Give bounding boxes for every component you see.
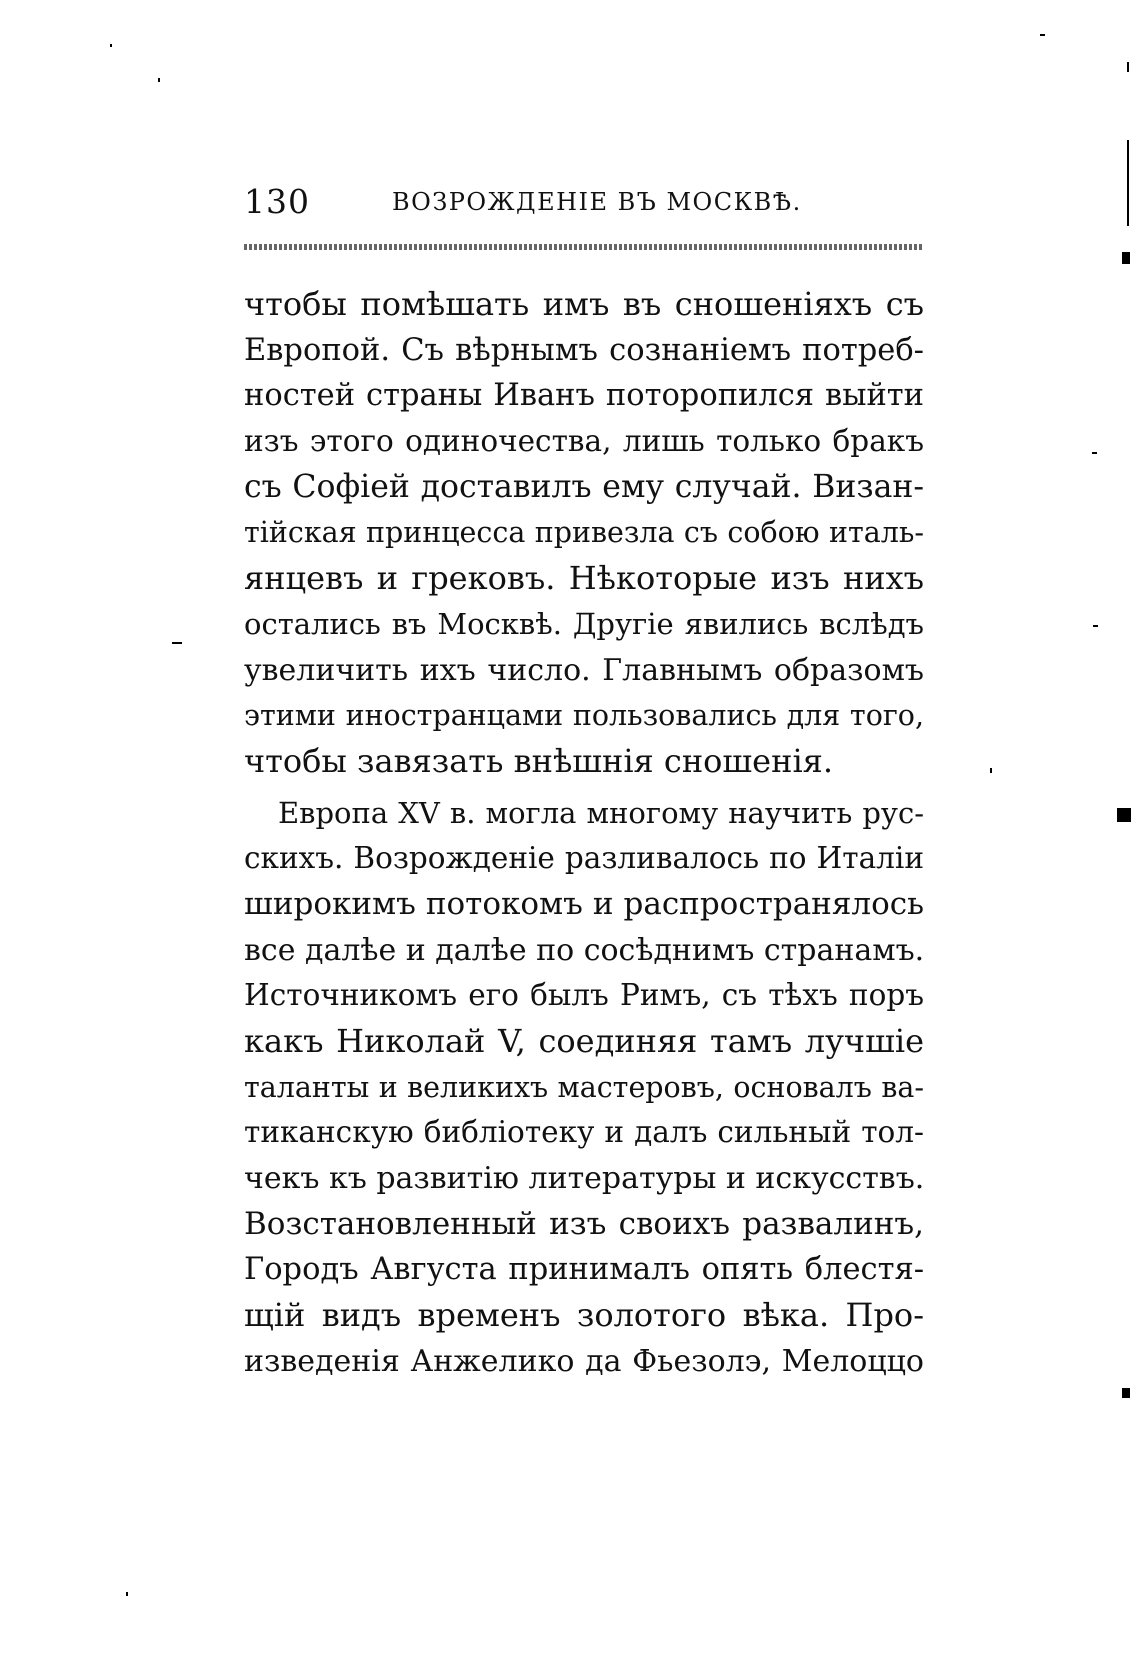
- text-line: какъ Николай V, соединяя тамъ лучшіе: [244, 1022, 924, 1060]
- text-line: Европой. Съ вѣрнымъ сознаніемъ потреб-: [244, 332, 924, 368]
- text-line: широкимъ потокомъ и распространялось: [244, 885, 924, 922]
- scan-speck: [1092, 452, 1097, 454]
- text-line: щій видъ временъ золотого вѣка. Про-: [244, 1296, 924, 1335]
- text-line: этими иностранцами пользовались для того,: [244, 699, 924, 733]
- running-title: ВОЗРОЖДЕНІЕ ВЪ МОСКВѢ.: [392, 188, 802, 216]
- scan-speck: [126, 1592, 128, 1596]
- text-line: янцевъ и грековъ. Нѣкоторые изъ нихъ: [244, 559, 924, 598]
- scan-speck: [990, 768, 992, 773]
- scan-mark: [1127, 62, 1129, 72]
- text-line: тиканскую библіотеку и далъ сильный тол-: [244, 1115, 924, 1150]
- text-line: Европа XV в. могла многому научить рус-: [278, 795, 924, 830]
- text-line: ностей страны Иванъ поторопился выйти: [244, 378, 924, 414]
- text-line: чтобы завязать внѣшнія сношенія.: [244, 741, 834, 780]
- text-line: чекъ къ развитію литературы и искусствъ.: [244, 1161, 925, 1197]
- text-line: Городъ Августа принималъ опять блестя-: [244, 1252, 924, 1288]
- text-line: увеличить ихъ число. Главнымъ образомъ: [244, 652, 924, 688]
- page-header: [244, 182, 924, 226]
- text-line: Возстановленный изъ своихъ развалинъ,: [244, 1205, 924, 1242]
- text-line: тійская принцесса привезла съ собою италь-: [244, 516, 924, 550]
- scan-mark: [1117, 808, 1131, 822]
- scan-speck: [158, 78, 160, 82]
- scan-speck: [110, 44, 112, 47]
- header-rule: [244, 244, 924, 250]
- text-line: скихъ. Возрожденіе разливалось по Италіи: [244, 841, 924, 876]
- text-line: Источникомъ его былъ Римъ, съ тѣхъ поръ: [244, 978, 924, 1013]
- scan-speck: [172, 642, 182, 644]
- paragraph-1: [244, 282, 924, 785]
- text-line: изъ этого одиночества, лишь только бракъ: [244, 424, 924, 459]
- page-number: 130: [244, 182, 310, 221]
- scan-speck: [1040, 34, 1045, 36]
- text-line: изведенія Анжелико да Фьезолэ, Мелоццо: [244, 1343, 924, 1379]
- text-line: чтобы помѣшать имъ въ сношеніяхъ съ: [244, 285, 924, 323]
- text-line: остались въ Москвѣ. Другіе явились вслѣдъ: [244, 606, 924, 641]
- scan-mark: [1127, 140, 1129, 226]
- body-text: [244, 282, 924, 1385]
- scan-mark: [1122, 252, 1130, 264]
- scan-speck: [1093, 625, 1098, 627]
- text-line: таланты и великихъ мастеровъ, основалъ ва-: [244, 1070, 924, 1104]
- text-line: все далѣе и далѣе по сосѣднимъ странамъ.: [244, 932, 925, 968]
- scan-mark: [1122, 1388, 1130, 1398]
- text-line: съ Софіей доставилъ ему случай. Визан-: [244, 468, 924, 505]
- paragraph-2: [244, 791, 924, 1385]
